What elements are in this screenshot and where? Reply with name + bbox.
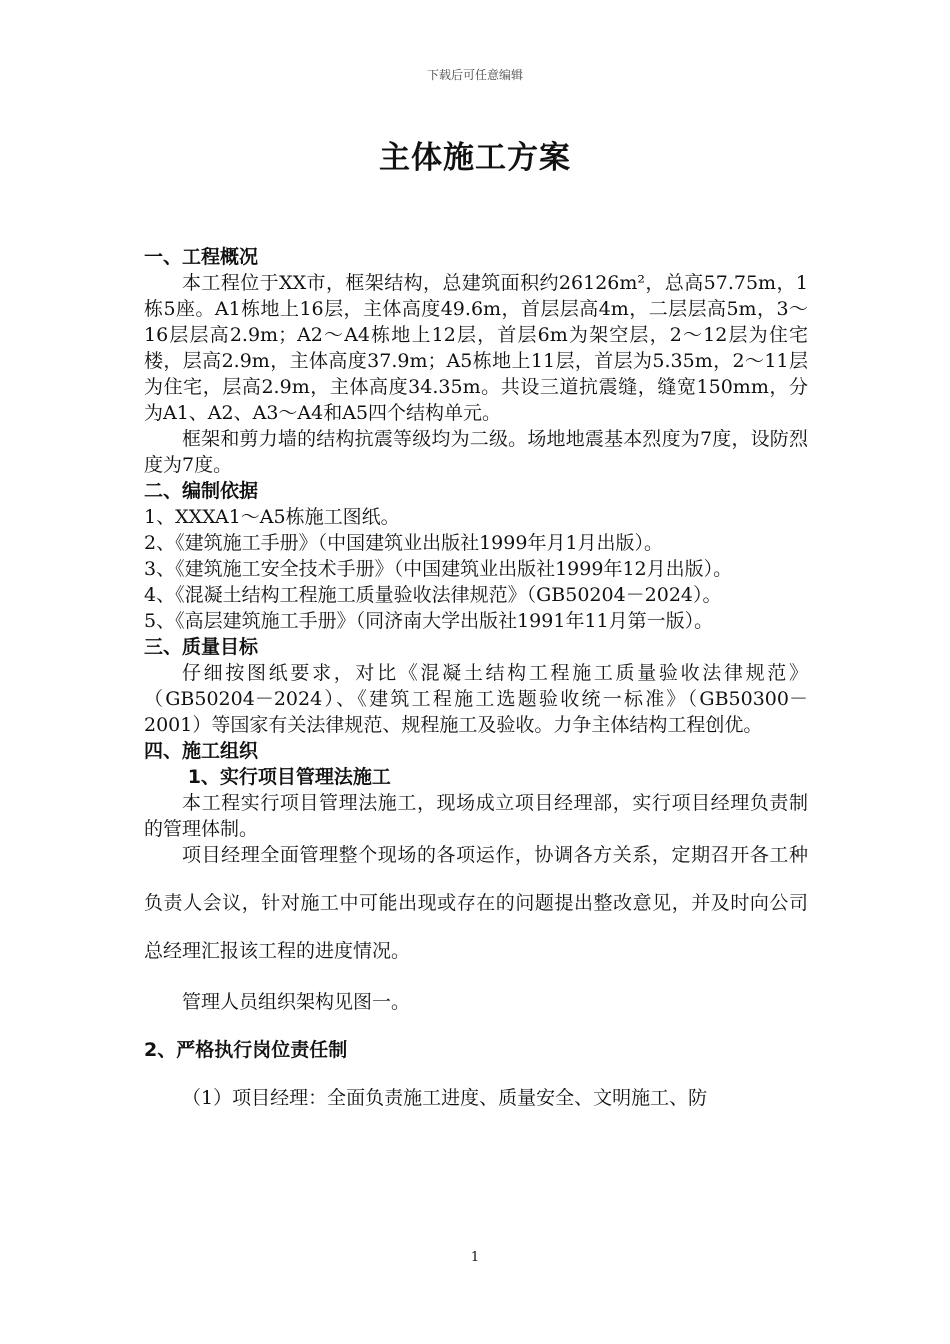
section-heading-overview: 一、工程概况 [144, 246, 259, 268]
list-item: 5、《高层建筑施工手册》（同济南大学出版社1991年11月第一版）。 [144, 610, 714, 632]
list-item: 1、XXXA1～A5栋施工图纸。 [144, 506, 400, 528]
list-item: 3、《建筑施工安全技术手册》（中国建筑业出版社1999年12月出版）。 [144, 558, 733, 580]
list-item: 4、《混凝土结构工程施工质量验收法律规范》（GB50204－2024）。 [144, 584, 722, 606]
document-body [144, 244, 808, 1111]
subsection-heading: 1、实行项目管理法施工 [187, 766, 391, 788]
paragraph: 项目经理全面管理整个现场的各项运作，协调各方关系，定期召开各工种负责人会议，针对施工中可能出现或存在的问题提出整改意见，并及时向公司总经理汇报该工程的进度情况。 [144, 844, 808, 962]
paragraph: 本工程位于XX市，框架结构，总建筑面积约26126m²，总高57.75m，1栋5座。A1栋地上16层，主体高度49.6m，首层层高4m，二层层高5m，3～16层层高2.9m；A2～A4栋地上12层，首层6m为架空层，2～12层为住宅楼，层高2.9m，主体高度37.9m；A5栋地上11层，首层为5.35m，2～11层为住宅，层高2.9m，主体高度34.35m。共设三道抗震缝，缝宽150mm，分为A1、A2、A3～A4和A5四个结构单元。 [144, 272, 808, 424]
document-title: 主体施工方案 [379, 140, 571, 176]
list-item: 2、《建筑施工手册》（中国建筑业出版社1999年月1月出版）。 [144, 532, 664, 554]
paragraph: 仔细按图纸要求，对比《混凝土结构工程施工质量验收法律规范》（GB50204－2024）、《建筑工程施工选题验收统一标准》（GB50300－2001）等国家有关法律规范、规程施工及验收。力争主体结构工程创优。 [144, 662, 808, 736]
page-number: 1 [470, 1250, 480, 1265]
section-heading-quality: 三、质量目标 [144, 636, 259, 658]
subsection-heading: 2、严格执行岗位责任制 [144, 1039, 348, 1061]
paragraph: 管理人员组织架构见图一。 [182, 991, 411, 1013]
paragraph: （1）项目经理：全面负责施工进度、质量安全、文明施工、防 [182, 1087, 708, 1109]
section-heading-basis: 二、编制依据 [144, 480, 259, 502]
paragraph: 框架和剪力墙的结构抗震等级均为二级。场地地震基本烈度为7度，设防烈度为7度。 [144, 428, 808, 476]
page-header: 下载后可任意编辑 [426, 68, 523, 82]
paragraph: 本工程实行项目管理法施工，现场成立项目经理部，实行项目经理负责制的管理体制。 [144, 792, 808, 840]
section-heading-organization: 四、施工组织 [144, 740, 259, 762]
